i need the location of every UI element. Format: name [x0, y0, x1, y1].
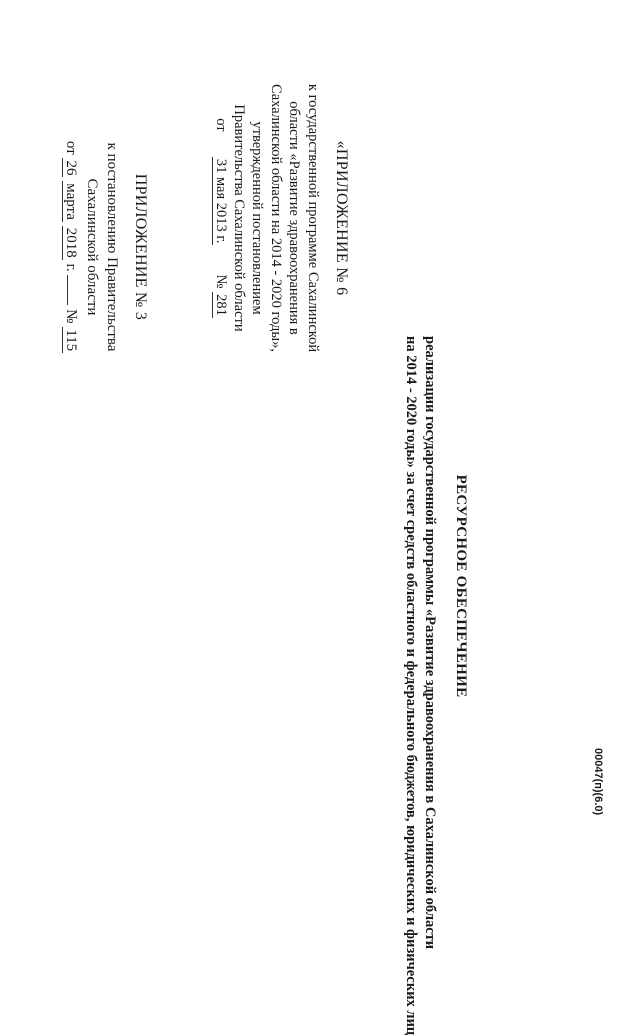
- appendix-3-year: 2018: [63, 227, 79, 258]
- appendix-6-line-2: области «Развитие здравоохранения в: [286, 101, 303, 335]
- appendix-3-block: [61, 112, 150, 382]
- appendix-6-heading: «ПРИЛОЖЕНИЕ № 6: [333, 140, 350, 296]
- appendix-6-date: 31 мая 2013 г.: [212, 158, 229, 244]
- appendix-6-line-4: утвержденной постановлением: [249, 121, 266, 315]
- appendix-3-number: 115: [63, 329, 79, 352]
- appendix-3-number-label: №: [63, 309, 79, 324]
- appendix-3-heading: ПРИЛОЖЕНИЕ № 3: [132, 173, 149, 321]
- appendix-6-block: [211, 58, 350, 378]
- appendix-6-line-3: Сахалинской области на 2014 - 2020 годы»,: [267, 84, 284, 352]
- appendix-3-line-1: к постановлению Правительства: [104, 142, 120, 352]
- appendix-6-line-5: Правительства Сахалинской области: [230, 104, 247, 332]
- appendix-3-day: 26: [63, 160, 79, 176]
- document-code: 00047(п)(6.0): [592, 748, 604, 816]
- appendix-3-month: марта: [63, 183, 79, 220]
- appendix-3-line-2: Сахалинской области: [84, 178, 100, 316]
- appendix-6-from-label: от: [212, 118, 229, 132]
- appendix-6-number-label: №: [212, 274, 229, 289]
- appendix-3-blank-rule: [67, 275, 82, 305]
- appendix-6-number: 281: [212, 294, 229, 316]
- document-title-line-2: на 2014 - 2020 годы» за счет средств областного и федерального бюджетов, юридических и физических лиц: [403, 336, 419, 1035]
- appendix-3-date-line: [61, 112, 82, 382]
- appendix-6-date-line: [211, 58, 229, 378]
- appendix-3-year-suffix: г.: [63, 263, 79, 272]
- document-title-line-1: реализации государственной программы «Развитие здравоохранения в Сахалинской области: [422, 336, 438, 950]
- document-title-heading: РЕСУРСНОЕ ОБЕСПЕЧЕНИЕ: [453, 474, 469, 698]
- document-title-block: [401, 336, 470, 1035]
- appendix-6-line-1: к государственной программе Сахалинской: [304, 83, 321, 353]
- appendix-3-from-label: от: [63, 140, 79, 155]
